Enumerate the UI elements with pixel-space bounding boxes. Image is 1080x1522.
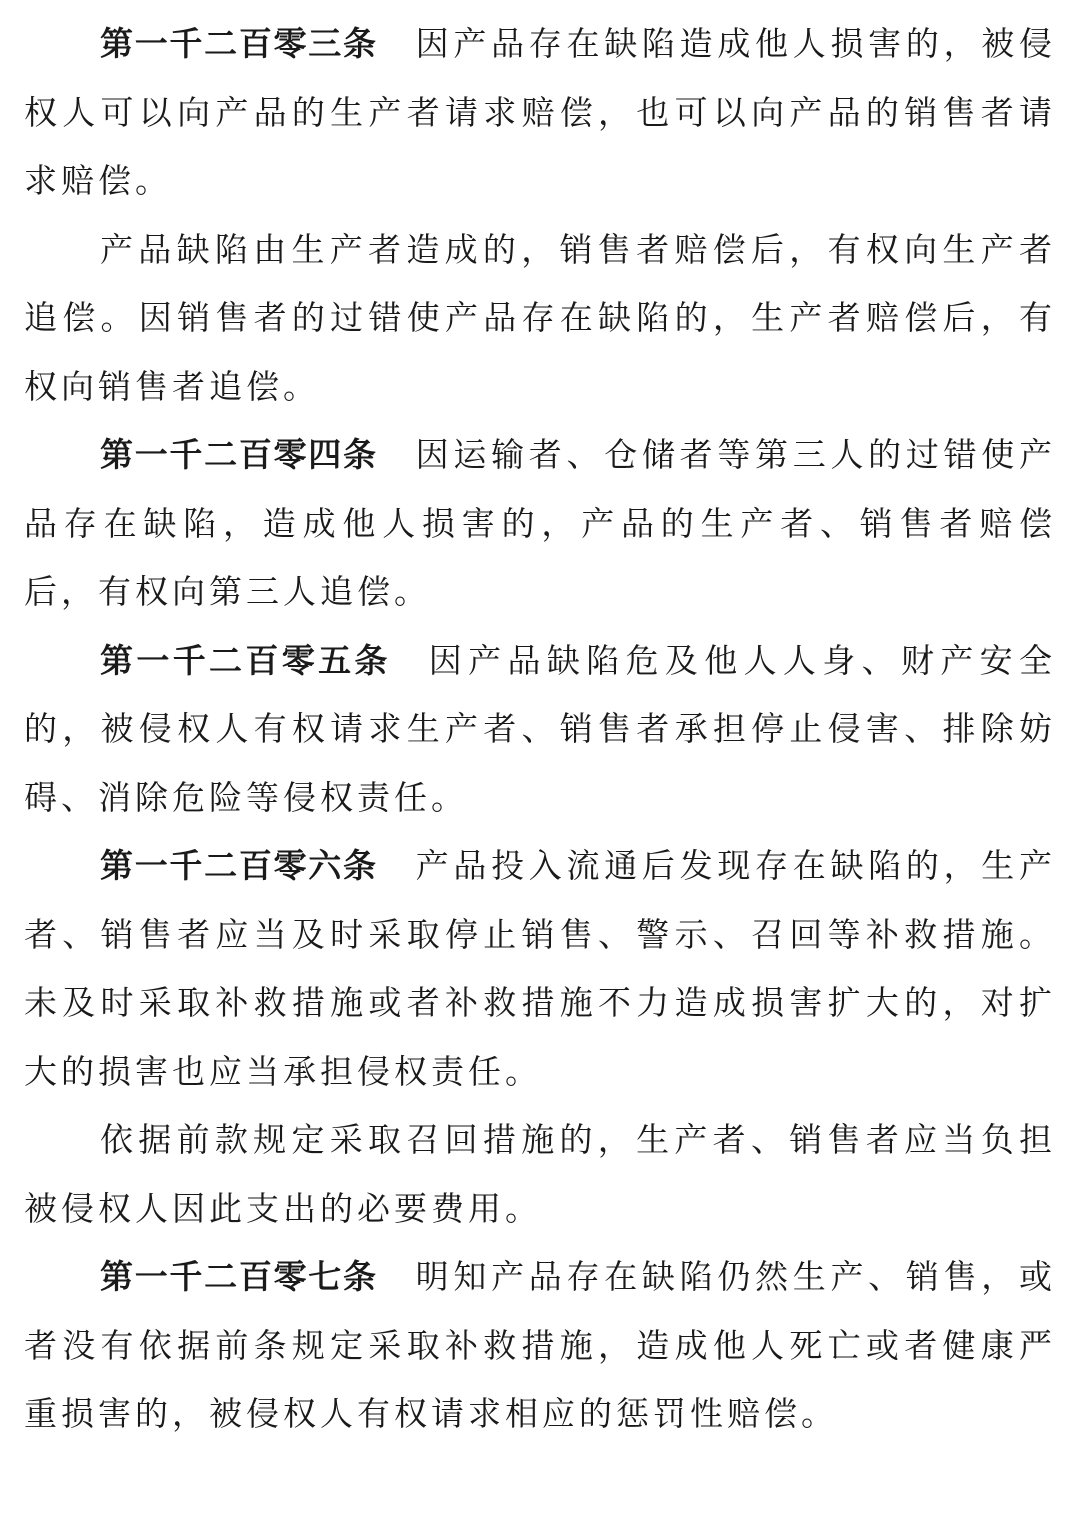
article-text: 因产品缺陷危及他人人身、财产安全的，被侵权人有权请求生产者、销售者承担停止侵害、排除妨碍、消除危险等侵权责任。 (24, 640, 1057, 817)
article-paragraph (24, 1243, 1056, 1449)
article-text: 因运输者、仓储者等第三人的过错使产品存在缺陷，造成他人损害的，产品的生产者、销售者赔偿后，有权向第三人追偿。 (24, 435, 1057, 611)
article-paragraph (24, 832, 1056, 1106)
article-text: 因产品存在缺陷造成他人损害的，被侵权人可以向产品的生产者请求赔偿，也可以向产品的销售者请求赔偿。 (24, 24, 1057, 200)
legal-document (24, 10, 1056, 1449)
article-text: 产品缺陷由生产者造成的，销售者赔偿后，有权向生产者追偿。因销售者的过错使产品存在缺陷的，生产者赔偿后，有权向销售者追偿。 (24, 229, 1056, 406)
article-1203 (24, 10, 1056, 421)
article-paragraph (24, 1106, 1056, 1243)
article-1205 (24, 627, 1056, 833)
article-title: 第一千二百零六条 (100, 846, 378, 885)
article-paragraph (24, 627, 1056, 833)
article-paragraph (24, 10, 1056, 216)
article-title: 第一千二百零四条 (100, 435, 378, 474)
article-title: 第一千二百零三条 (100, 24, 378, 63)
article-text: 依据前款规定采取召回措施的，生产者、销售者应当负担被侵权人因此支出的必要费用。 (24, 1120, 1056, 1228)
article-paragraph (24, 421, 1056, 627)
article-1207 (24, 1243, 1056, 1449)
article-1206 (24, 832, 1056, 1243)
article-text: 明知产品存在缺陷仍然生产、销售，或者没有依据前条规定采取补救措施，造成他人死亡或者健康严重损害的，被侵权人有权请求相应的惩罚性赔偿。 (24, 1257, 1057, 1433)
article-text: 产品投入流通后发现存在缺陷的，生产者、销售者应当及时采取停止销售、警示、召回等补救措施。未及时采取补救措施或者补救措施不力造成损害扩大的，对扩大的损害也应当承担侵权责任。 (24, 846, 1057, 1091)
article-1204 (24, 421, 1056, 627)
article-paragraph (24, 216, 1056, 422)
article-title: 第一千二百零七条 (100, 1257, 378, 1296)
article-title: 第一千二百零五条 (100, 640, 391, 680)
